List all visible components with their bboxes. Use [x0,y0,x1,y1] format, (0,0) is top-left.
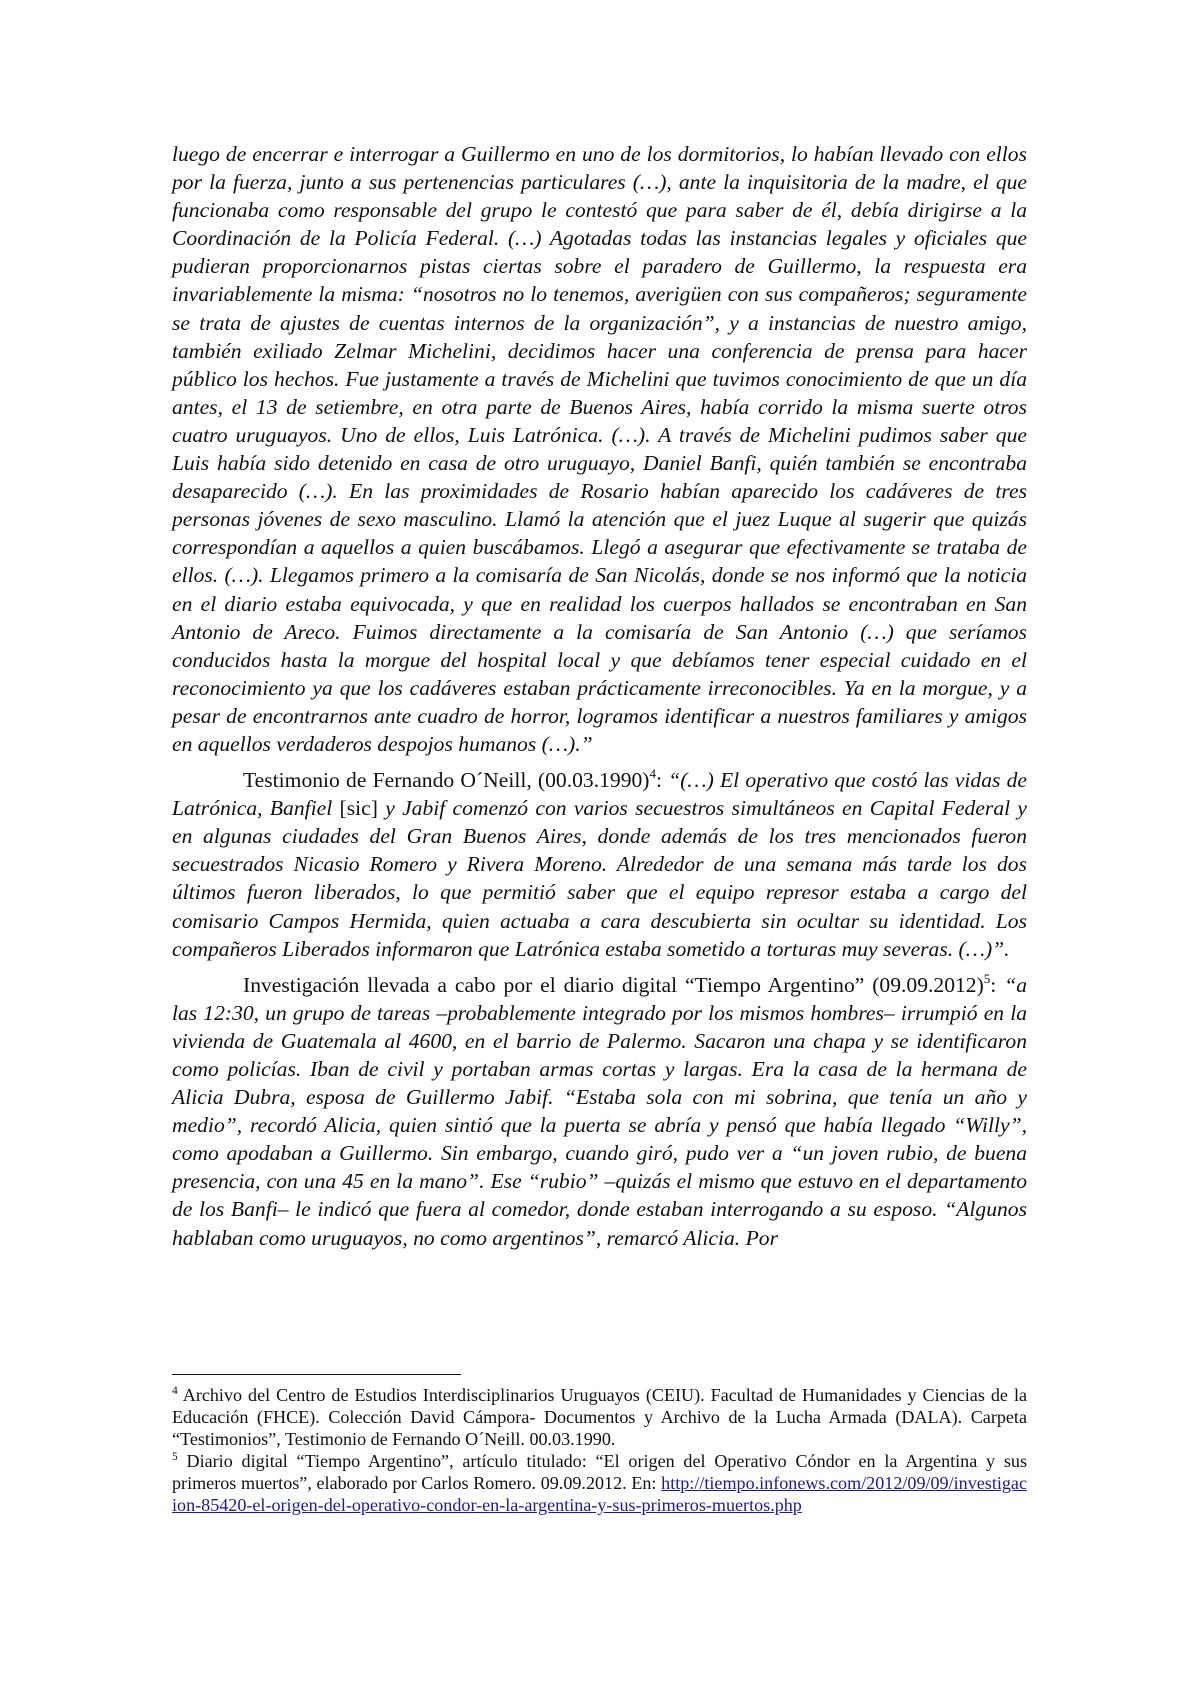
body-text [172,140,1027,1260]
footnote-5-link[interactable]: http://tiempo.infonews.com/2012/09/09/investigacion-85420-el-origen-del-operativo-condor-en-la-argentina-y-sus-primeros-muertos.php [172,1473,1027,1515]
footnote-5-text: Diario digital “Tiempo Argentino”, artículo titulado: “El origen del Operativo Cóndor en la Argentina y sus primeros muertos”, elaborado por Carlos Romero. 09.09.2012. En: [172,1451,1027,1493]
tiempo-intro: Investigación llevada a cabo por el diario digital “Tiempo Argentino” (09.09.2012) [243,972,984,997]
footnote-ref-4[interactable]: 4 [649,766,656,782]
tiempo-colon: : [990,972,1005,997]
paragraph-oneill-testimony [172,766,1027,963]
footnote-5 [172,1450,1027,1516]
oneill-quote-a: “(…) El operativo que costó las vidas de Latrónica, Banfiel [172,768,1027,821]
oneill-quote-b: y Jabif comenzó con varios secuestros simultáneos en Capital Federal y en algunas ciudades del Gran Buenos Aires, donde además de los tres mencionados fueron secuestrados Nicasio Romero y Rivera Moreno. Alrededor de una semana más tarde los dos últimos fueron liberados, lo que permitió saber que el equipo represor estaba a cargo del comisario Campos Hermida, quien actuaba a cara descubierta sin ocultar su identidad. Los compañeros Liberados informaron que Latrónica estaba sometido a torturas muy severas. (…)”. [172,796,1027,961]
oneill-colon: : [655,768,669,793]
sic-marker: [sic] [339,796,378,821]
footnote-ref-5[interactable]: 5 [983,970,991,986]
paragraph-tiempo-argentino [172,971,1027,1252]
footnotes [172,1384,1027,1516]
footnote-4 [172,1384,1027,1450]
footnote-4-text: Archivo del Centro de Estudios Interdisciplinarios Uruguayos (CEIU). Facultad de Humanidades y Ciencias de la Educación (FHCE). Colección David Cámpora- Documentos y Archivo de la Lucha Armada (DALA). Carpeta “Testimonios”, Testimonio de Fernando O´Neill. 00.03.1990. [172,1385,1027,1449]
paragraph-testimony-continuation: luego de encerrar e interrogar a Guillermo en uno de los dormitorios, lo habían llevado con ellos por la fuerza, junto a sus pertenencias particulares (…), ante la inquisitoria de la madre, el que funcionaba como responsable del grupo le contestó que para saber de él, debía dirigirse a la Coordinación de la Policía Federal. (…) Agotadas todas las instancias legales y oficiales que pudieran proporcionarnos pistas ciertas sobre el paradero de Guillermo, la respuesta era invariablemente la misma: “nosotros no lo tenemos, averigüen con sus compañeros; seguramente se trata de ajustes de cuentas internos de la organización”, y a instancias de nuestro amigo, también exiliado Zelmar Michelini, decidimos hacer una conferencia de prensa para hacer público los hechos. Fue justamente a través de Michelini que tuvimos conocimiento de que un día antes, el 13 de setiembre, en otra parte de Buenos Aires, había corrido la misma suerte otros cuatro uruguayos. Uno de ellos, Luis Latrónica. (…). A través de Michelini pudimos saber que Luis había sido detenido en casa de otro uruguayo, Daniel Banfi, quién también se encontraba desaparecido (…). En las proximidades de Rosario habían aparecido los cadáveres de tres personas jóvenes de sexo masculino. Llamó la atención que el juez Luque al sugerir que quizás correspondían a aquellos a quien buscábamos. Llegó a asegurar que efectivamente se trataba de ellos. (…). Llegamos primero a la comisaría de San Nicolás, donde se nos informó que la noticia en el diario estaba equivocada, y que en realidad los cuerpos hallados se encontraban en San Antonio de Areco. Fuimos directamente a la comisaría de San Antonio (…) que seríamos conducidos hasta la morgue del hospital local y que debíamos tener especial cuidado en el reconocimiento ya que los cadáveres estaban prácticamente irreconocibles. Ya en la morgue, y a pesar de encontrarnos ante cuadro de horror, logramos identificar a nuestros familiares y amigos en aquellos verdaderos despojos humanos (…).” [172,142,1027,756]
footnote-separator [172,1374,461,1375]
footnote-5-number: 5 [172,1451,178,1463]
tiempo-quote: “a las 12:30, un grupo de tareas –probablemente integrado por los mismos hombres– irrumpió en la vivienda de Guatemala al 4600, en el barrio de Palermo. Sacaron una chapa y se identificaron como policías. Iban de civil y portaban armas cortas y largas. Era la casa de la hermana de Alicia Dubra, esposa de Guillermo Jabif. “Estaba sola con mi sobrina, que tenía un año y medio”, recordó Alicia, quien sintió que la puerta se abría y pensó que había llegado “Willy”, como apodaban a Guillermo. Sin embargo, cuando giró, pudo ver a “un joven rubio, de buena presencia, con una 45 en la mano”. Ese “rubio” –quizás el mismo que estuvo en el departamento de los Banfi– le indicó que fuera al comedor, donde estaban interrogando a su esposo. “Algunos hablaban como uruguayos, no como argentinos”, remarcó Alicia. Por [172,972,1027,1250]
footnote-4-number: 4 [172,1385,178,1397]
oneill-intro: Testimonio de Fernando O´Neill, (00.03.1990) [243,768,650,793]
